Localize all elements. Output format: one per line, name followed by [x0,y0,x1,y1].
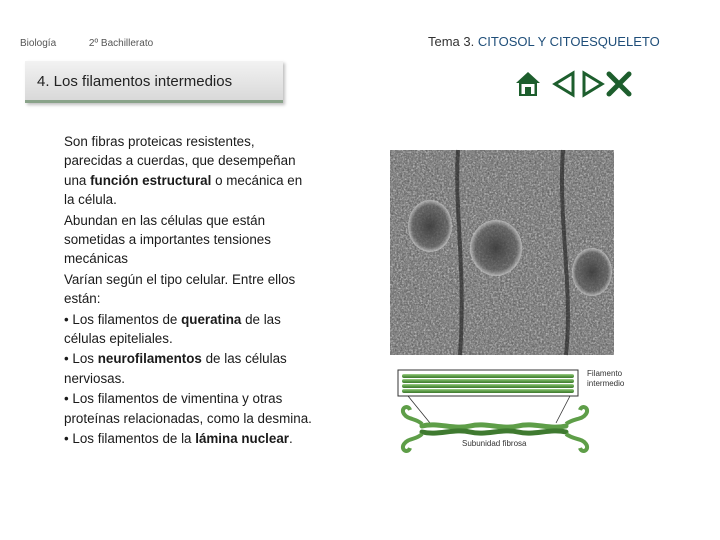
list-item-vimentina: • Los filamentos de vimentina y otras proteínas relacionadas, como la desmina. [64,391,312,426]
list-item-neurofilamentos: • Los neurofilamentos de las células nerviosas. [64,351,287,386]
close-button[interactable] [606,70,632,98]
paragraph-abundance: Abundan en las células que están sometidas a importantes tensiones mecánicas [64,212,271,267]
figure-intermediate-filaments [388,148,625,458]
previous-button[interactable] [551,70,577,98]
label-subunidad-fibrosa: Subunidad fibrosa [462,439,527,448]
filament-diagram [398,370,578,423]
section-title-bar [25,61,283,103]
paragraph-definition: Son fibras proteicas resistentes, parecidas a cuerdas, que desempeñan una función estructural o mecánica en la célula. [64,134,303,208]
triangle-right-icon [580,70,606,98]
home-icon [515,70,541,98]
label-intermedio: intermedio [587,379,625,388]
header-topic [428,34,660,49]
label-filamento: Filamento [587,369,623,378]
topic-title: CITOSOL Y CITOESQUELETO [477,34,660,49]
micrograph-cells [390,150,614,355]
section-title: 4. Los filamentos intermedios [37,73,233,90]
topic-prefix: Tema 3. [428,34,475,49]
header-left [20,38,183,49]
x-close-icon [606,70,632,98]
list-item-lamina-nuclear: • Los filamentos de la lámina nuclear. [64,431,293,447]
course-label: 2º Bachillerato [88,38,154,49]
list-item-queratina: • Los filamentos de queratina de las células epiteliales. [64,311,281,347]
keyword-funcion-estructural: función estructural [90,172,212,188]
next-button[interactable] [580,70,606,98]
content-text [64,132,314,450]
subject-label: Biología [20,38,57,49]
paragraph-types: Varían según el tipo celular. Entre ellos están: [64,271,296,307]
triangle-left-icon [551,70,577,98]
home-button[interactable] [515,70,541,98]
